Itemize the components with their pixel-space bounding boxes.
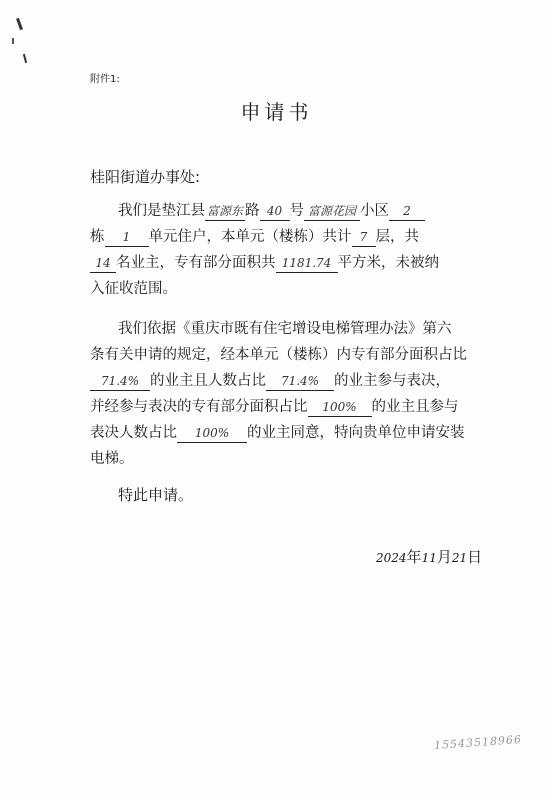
paragraph-line: [90, 368, 490, 394]
handwritten-floors: 7: [352, 228, 376, 247]
paragraph-line: [90, 394, 490, 420]
handwritten-building: 2: [389, 202, 425, 221]
paragraph-line: [90, 224, 490, 250]
signature-date: [376, 546, 482, 567]
static-text: 路: [245, 203, 260, 219]
paragraph-line: [90, 420, 490, 446]
static-text: 我们是垫江县: [118, 203, 205, 219]
static-text: 的业主同意，特向贵单位申请安装: [247, 425, 465, 441]
static-text: 我们依据《重庆市既有住宅增设电梯管理办法》第六: [118, 321, 452, 337]
handwritten-road-name: 富源东: [205, 202, 245, 221]
paragraph-line: [90, 316, 490, 342]
handwritten-year: 2024: [376, 551, 407, 565]
paragraph-1: [90, 198, 490, 302]
static-text: 并经参与表决的专有部分面积占比: [90, 399, 308, 415]
static-text: 名业主，专有部分面积共: [116, 255, 276, 271]
day-unit: 日: [467, 548, 483, 566]
handwritten-community: 富源花园: [304, 202, 360, 221]
handwritten-people-ratio: 71.4%: [266, 372, 334, 391]
static-text: 栋: [90, 229, 105, 245]
paragraph-line: [90, 446, 490, 472]
handwritten-month: 11: [421, 551, 437, 565]
static-text: 的业主参与表决，: [334, 373, 450, 389]
static-text: 的业主且参与: [371, 399, 459, 415]
scan-mark: [12, 38, 14, 44]
static-text: 层，共: [375, 229, 419, 245]
handwritten-vote-area-ratio: 100%: [308, 398, 372, 417]
paragraph-line: [90, 276, 490, 302]
year-unit: 年: [406, 548, 422, 566]
handwritten-area-ratio: 71.4%: [90, 372, 150, 391]
addressee: 桂阳街道办事处:: [90, 168, 201, 186]
static-text: 单元住户，本单元（楼栋）共计: [148, 229, 352, 245]
paragraph-line: [90, 250, 490, 276]
scan-mark: [23, 54, 27, 63]
document-title: 申请书: [240, 100, 313, 124]
paragraph-line: [90, 342, 490, 368]
static-text: 入征收范围。: [90, 281, 177, 297]
attachment-label: 附件1:: [90, 74, 120, 85]
closing-text: 特此申请。: [118, 486, 194, 504]
handwritten-phone-note: 15543518966: [433, 732, 523, 753]
scan-mark: [16, 18, 23, 30]
static-text: 号: [289, 203, 304, 219]
static-text: 表决人数占比: [90, 425, 177, 441]
paragraph-line: [90, 198, 490, 224]
static-text: 平方米，未被纳: [337, 255, 439, 271]
paragraph-2: [90, 316, 490, 472]
handwritten-day: 21: [451, 551, 468, 565]
handwritten-unit: 1: [105, 228, 149, 247]
handwritten-owner-count: 14: [90, 254, 116, 273]
static-text: 小区: [360, 203, 389, 219]
static-text: 电梯。: [90, 451, 134, 467]
month-unit: 月: [436, 548, 452, 566]
static-text: 条有关申请的规定，经本单元（楼栋）内专有部分面积占比: [90, 347, 467, 363]
handwritten-area: 1181.74: [276, 254, 338, 273]
handwritten-vote-people-ratio: 100%: [177, 424, 247, 443]
static-text: 的业主且人数占比: [150, 373, 266, 389]
handwritten-road-number: 40: [260, 202, 290, 221]
